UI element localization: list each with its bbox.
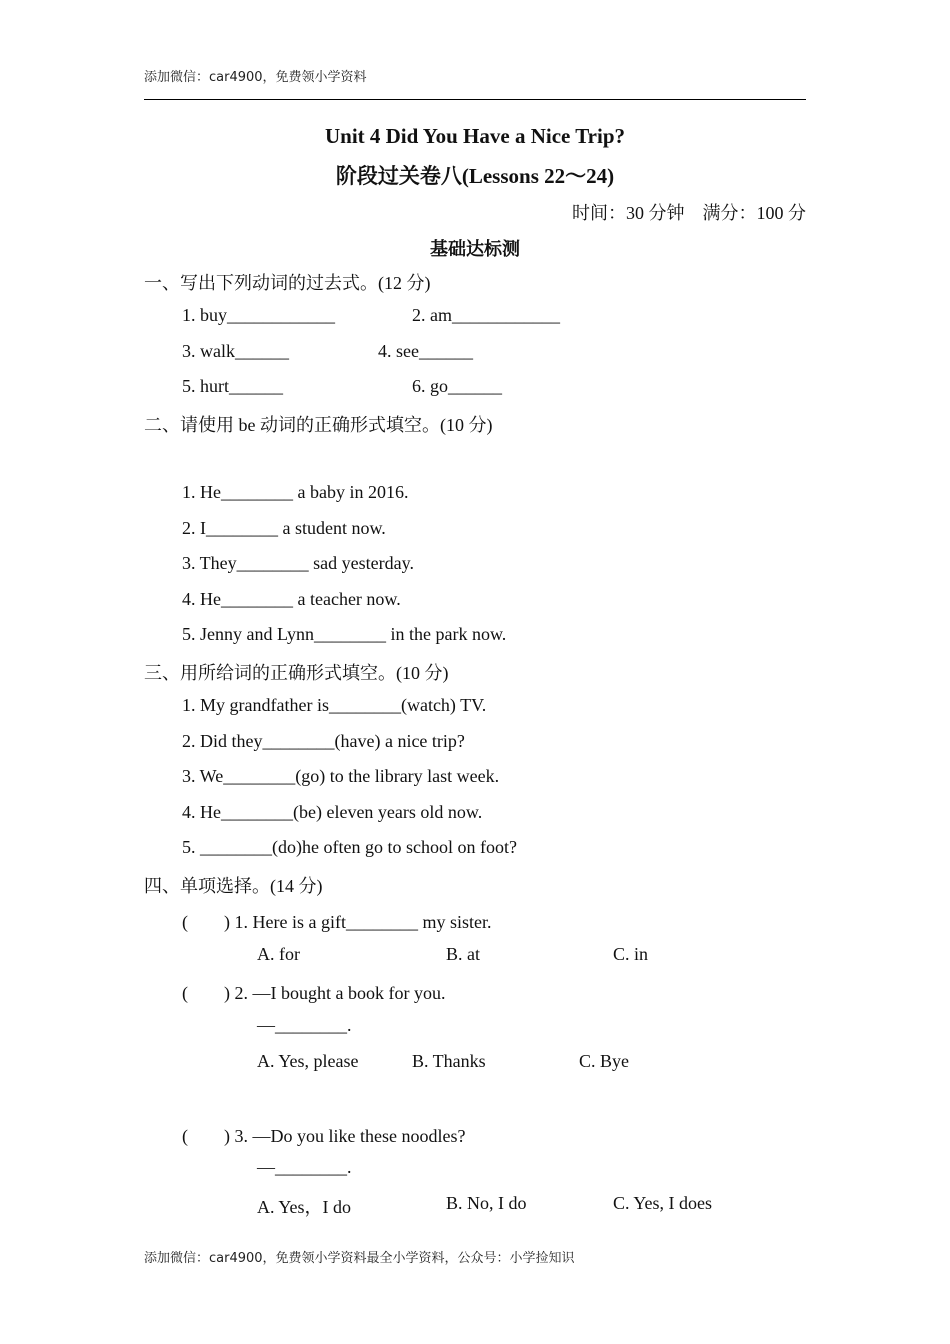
part3-item-3: 3. We________(go) to the library last week.: [182, 766, 500, 786]
part2-item-5: 5. Jenny and Lynn________ in the park now.: [182, 624, 507, 644]
part1-item-4: 4. see______: [378, 341, 473, 361]
part3-heading: 三、用所给词的正确形式填空。(10 分): [144, 663, 449, 683]
part4-q2-option-a: A. Yes, please: [257, 1051, 359, 1071]
part4-q2-option-c: C. Bye: [579, 1051, 630, 1071]
part4-q1-stem: ( ) 1. Here is a gift________ my sister.: [182, 912, 492, 932]
time-and-score: 时间：30 分钟 满分：100 分: [572, 203, 806, 223]
part4-q1-option-c: C. in: [613, 944, 649, 964]
part2-item-1: 1. He________ a baby in 2016.: [182, 482, 409, 502]
part1-item-2: 2. am____________: [412, 305, 560, 325]
header-divider: [144, 99, 806, 100]
part4-q2-reply: —________.: [257, 1015, 352, 1035]
footer-note: 添加微信：car4900，免费领小学资料最全小学资料，公众号：小学捡知识: [144, 1251, 575, 1266]
part1-heading: 一、写出下列动词的过去式。(12 分): [144, 273, 431, 293]
part4-q3-option-b: B. No, I do: [446, 1193, 527, 1213]
page-subtitle: 阶段过关卷八(Lessons 22～24): [335, 164, 615, 188]
part4-q3-stem: ( ) 3. —Do you like these noodles?: [182, 1126, 466, 1146]
part2-item-3: 3. They________ sad yesterday.: [182, 553, 414, 573]
part4-heading: 四、单项选择。(14 分): [144, 876, 323, 896]
part1-item-3: 3. walk______: [182, 341, 289, 361]
page-title: Unit 4 Did You Have a Nice Trip?: [324, 124, 626, 148]
part4-q1-option-a: A. for: [257, 944, 300, 964]
part4-q2-stem: ( ) 2. —I bought a book for you.: [182, 983, 446, 1003]
part4-q3-option-a: A. Yes，I do: [257, 1197, 352, 1217]
header-note: 添加微信：car4900，免费领小学资料: [144, 70, 367, 85]
part2-item-4: 4. He________ a teacher now.: [182, 589, 401, 609]
part3-item-5: 5. ________(do)he often go to school on foot?: [182, 837, 517, 857]
part4-q2-option-b: B. Thanks: [412, 1051, 486, 1071]
part3-item-4: 4. He________(be) eleven years old now.: [182, 802, 483, 822]
part4-q3-reply: —________.: [257, 1157, 352, 1177]
section-heading: 基础达标测: [430, 239, 520, 259]
part1-item-5: 5. hurt______: [182, 376, 283, 396]
part4-q3-option-c: C. Yes, I does: [613, 1193, 713, 1213]
part4-q1-option-b: B. at: [446, 944, 480, 964]
part2-heading: 二、请使用 be 动词的正确形式填空。(10 分): [144, 415, 493, 435]
part3-item-2: 2. Did they________(have) a nice trip?: [182, 731, 465, 751]
part2-item-2: 2. I________ a student now.: [182, 518, 386, 538]
part1-item-6: 6. go______: [412, 376, 502, 396]
part1-item-1: 1. buy____________: [182, 305, 335, 325]
part3-item-1: 1. My grandfather is________(watch) TV.: [182, 695, 487, 715]
